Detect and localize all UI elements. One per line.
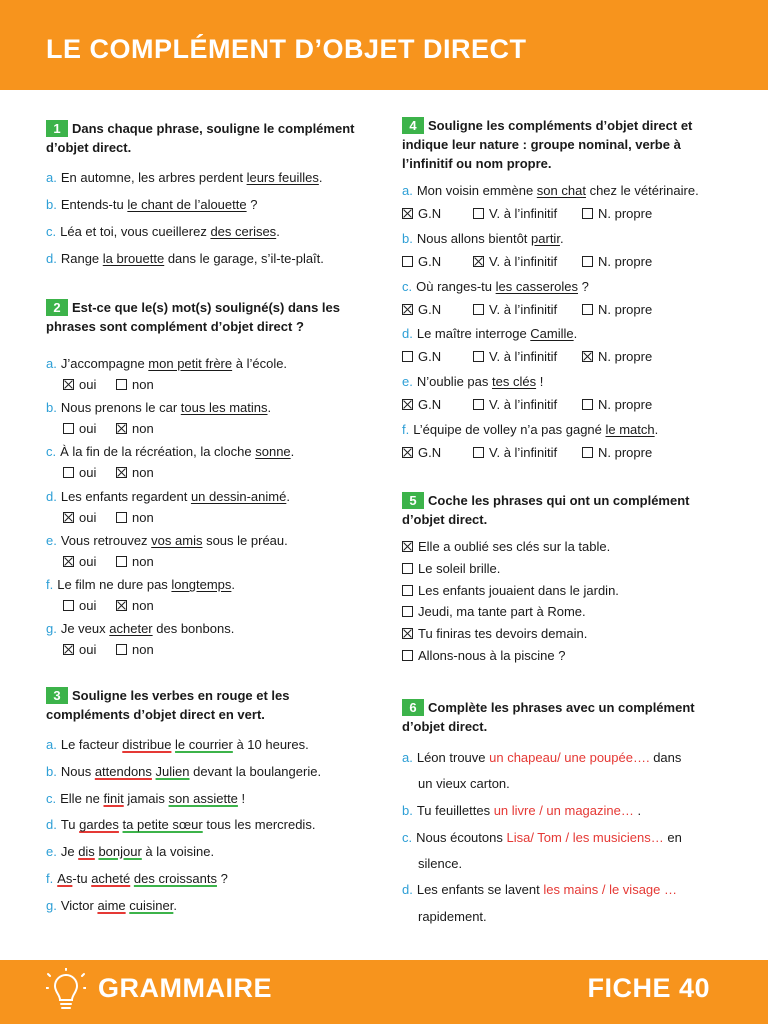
checkbox[interactable] xyxy=(473,208,484,219)
checkbox[interactable] xyxy=(582,304,593,315)
option-oui[interactable] xyxy=(63,597,96,615)
checklist-item[interactable] xyxy=(402,603,586,621)
sentence-text: . xyxy=(267,400,272,416)
sentence-text: J’accompagne xyxy=(60,356,149,371)
sentence xyxy=(46,196,257,214)
underlined-text: aime xyxy=(97,897,126,913)
underlined-text: longtemps xyxy=(171,577,232,592)
checkbox[interactable] xyxy=(582,351,593,362)
option-label: N. propre xyxy=(598,349,653,365)
underlined-text: des cerises xyxy=(210,224,277,239)
option-label: oui xyxy=(79,465,97,481)
option-label: V. à l’infinitif xyxy=(489,397,558,413)
sentence-text: Le maître interroge xyxy=(416,326,531,342)
sentence-text: . xyxy=(633,803,642,818)
sentence-text: Léon trouve xyxy=(416,750,490,765)
option-label: Tu finiras tes devoirs demain. xyxy=(418,626,588,642)
option-label: N. propre xyxy=(598,206,653,221)
option-label: G.N xyxy=(418,349,442,365)
exercise-title xyxy=(46,686,316,724)
sentence-text: un vieux carton. xyxy=(418,776,510,791)
item-letter: c. xyxy=(402,278,413,294)
sentence-text: Nous prenons le car xyxy=(60,400,181,416)
option-label: V. à l’infinitif xyxy=(489,301,558,317)
option-label: G.N xyxy=(418,397,442,413)
option-non[interactable] xyxy=(116,464,154,482)
sentence-text: chez le vétérinaire. xyxy=(585,183,699,198)
checkbox[interactable] xyxy=(402,304,413,315)
option-nature[interactable] xyxy=(402,396,441,414)
footer-subject: GRAMMAIRE xyxy=(98,973,272,1003)
option-label: V. à l’infinitif xyxy=(489,253,558,269)
underlined-text: acheter xyxy=(109,621,153,637)
sentence-text: À la fin de la récréation, la cloche xyxy=(60,444,256,460)
sentence xyxy=(46,488,290,506)
checkbox[interactable] xyxy=(116,512,127,523)
underlined-text: bonjour xyxy=(98,844,142,860)
underlined-text: dis xyxy=(78,844,95,860)
sentence-text: Tu xyxy=(60,817,80,833)
option-nature[interactable] xyxy=(582,205,652,223)
item-letter: b. xyxy=(402,803,413,818)
option-nature[interactable] xyxy=(402,301,441,319)
sentence xyxy=(46,620,234,638)
sentence-text: ? xyxy=(246,197,258,212)
underlined-text: le chant de l’alouette xyxy=(127,197,247,212)
exercise-title xyxy=(402,116,707,173)
sentence xyxy=(402,325,577,343)
page-header xyxy=(0,0,768,90)
underlined-text: leurs feuilles xyxy=(246,170,319,185)
checkbox[interactable] xyxy=(63,556,74,567)
sentence-text: ! xyxy=(536,374,544,390)
sentence xyxy=(46,790,245,808)
item-letter: d. xyxy=(46,488,57,504)
checkbox[interactable] xyxy=(582,208,593,219)
sentence-text: Je veux xyxy=(60,621,110,637)
item-letter: g. xyxy=(46,621,57,637)
sentence xyxy=(402,278,589,296)
option-label: Allons-nous à la piscine ? xyxy=(418,648,566,663)
underlined-text: tes clés xyxy=(492,374,537,390)
sentence xyxy=(402,230,564,248)
option-label: V. à l’infinitif xyxy=(489,349,558,365)
sentence-text: Victor xyxy=(60,897,98,913)
sentence-text: N’oublie pas xyxy=(416,374,492,390)
answer-text: les mains / le visage … xyxy=(543,882,677,897)
underlined-text: la brouette xyxy=(102,251,165,266)
checkbox[interactable] xyxy=(116,379,127,390)
option-label: non xyxy=(132,553,154,569)
sentence-text: des bonbons. xyxy=(152,621,235,637)
page-title: LE COMPLÉMENT D’OBJET DIRECT xyxy=(46,34,527,64)
sentence xyxy=(46,870,228,888)
sentence-text: Nous xyxy=(60,763,95,779)
checkbox[interactable] xyxy=(402,351,413,362)
sentence xyxy=(46,897,177,915)
item-letter: f. xyxy=(46,871,54,886)
option-label: non xyxy=(132,509,154,525)
exercise-title xyxy=(402,491,707,529)
item-letter: a. xyxy=(46,737,57,752)
option-label: oui xyxy=(79,377,97,392)
checkbox[interactable] xyxy=(63,512,74,523)
checkbox[interactable] xyxy=(116,644,127,655)
sentence xyxy=(46,250,324,268)
option-nature[interactable] xyxy=(402,444,441,462)
sentence-text: Les enfants regardent xyxy=(60,488,191,504)
underlined-text: partir xyxy=(531,230,560,246)
sentence xyxy=(402,829,682,847)
item-letter: e. xyxy=(46,844,57,860)
lightbulb-icon xyxy=(46,968,86,1016)
underlined-text: attendons xyxy=(94,763,152,779)
sentence-text: . xyxy=(173,897,177,913)
sentence-text: . xyxy=(290,444,295,460)
checkbox[interactable] xyxy=(582,447,593,458)
sentence-text: tous les mercredis. xyxy=(202,817,316,833)
answer-text: Lisa/ Tom / les musiciens… xyxy=(506,830,664,845)
underlined-text: As xyxy=(57,871,73,886)
option-label: G.N xyxy=(418,301,442,317)
sentence-text: . xyxy=(573,326,578,342)
item-letter: a. xyxy=(402,183,413,198)
item-letter: e. xyxy=(402,374,413,390)
option-nature[interactable] xyxy=(582,396,652,414)
checkbox[interactable] xyxy=(116,423,127,434)
underlined-text: un dessin-animé xyxy=(190,488,287,504)
option-label: N. propre xyxy=(598,397,653,413)
checkbox[interactable] xyxy=(63,423,74,434)
option-label: N. propre xyxy=(598,301,653,317)
sentence xyxy=(418,775,510,793)
option-nature[interactable] xyxy=(402,205,441,223)
sentence-text: En automne, les arbres perdent xyxy=(60,170,247,185)
option-label: G.N xyxy=(418,445,442,460)
underlined-text: gardes xyxy=(79,817,119,833)
exercise-title xyxy=(46,298,351,336)
option-label: oui xyxy=(79,509,97,525)
answer-text: un chapeau/ une poupée…. xyxy=(489,750,650,765)
item-letter: c. xyxy=(46,790,57,806)
checkbox[interactable] xyxy=(473,256,484,267)
option-nature[interactable] xyxy=(473,205,557,223)
underlined-text: les casseroles xyxy=(495,278,578,294)
exercise-instruction: Est-ce que le(s) mot(s) souligné(s) dans les phrases sont complément d’objet direct ? xyxy=(46,300,340,334)
checkbox[interactable] xyxy=(402,628,413,639)
answer-text: un livre / un magazine… xyxy=(493,803,634,818)
sentence xyxy=(402,749,681,767)
sentence-text: Le film ne dure pas xyxy=(57,577,172,592)
exercise-number: 3 xyxy=(46,687,68,704)
sentence-text: -tu xyxy=(72,871,92,886)
sentence-text: ! xyxy=(237,790,246,806)
sentence xyxy=(402,373,543,391)
sentence xyxy=(46,736,309,754)
checklist-item[interactable] xyxy=(402,560,500,578)
checkbox[interactable] xyxy=(402,399,413,410)
checkbox[interactable] xyxy=(402,585,413,596)
checkbox[interactable] xyxy=(116,467,127,478)
option-non[interactable] xyxy=(116,641,154,659)
option-label: non xyxy=(132,421,154,437)
sentence xyxy=(46,532,288,550)
checkbox[interactable] xyxy=(63,379,74,390)
sentence-text: L’équipe de volley n’a pas gagné xyxy=(413,422,606,437)
sentence-text: Tu feuillettes xyxy=(416,803,494,818)
option-nature[interactable] xyxy=(473,301,557,319)
option-nature[interactable] xyxy=(582,301,652,319)
underlined-text: cuisiner xyxy=(129,897,174,913)
underlined-text: Julien xyxy=(155,763,190,779)
item-letter: d. xyxy=(402,326,413,342)
underlined-text: ta petite sœur xyxy=(122,817,203,833)
checkbox[interactable] xyxy=(473,399,484,410)
checkbox[interactable] xyxy=(582,256,593,267)
option-non[interactable] xyxy=(116,553,154,571)
checkbox[interactable] xyxy=(402,650,413,661)
sentence-text: Mon voisin emmène xyxy=(416,183,537,198)
option-label: non xyxy=(132,642,154,658)
option-label: G.N xyxy=(418,253,442,269)
option-nature[interactable] xyxy=(473,396,557,414)
option-oui[interactable] xyxy=(63,464,96,482)
option-label: V. à l’infinitif xyxy=(489,445,558,460)
option-label: Le soleil brille. xyxy=(418,560,501,576)
option-label: Elle a oublié ses clés sur la table. xyxy=(418,539,611,554)
sentence xyxy=(46,763,321,781)
underlined-text: le courrier xyxy=(175,737,233,752)
option-label: Jeudi, ma tante part à Rome. xyxy=(418,604,586,620)
exercise-2 xyxy=(46,298,366,658)
underlined-text: son assiette xyxy=(168,790,238,806)
sentence-text: en xyxy=(663,830,682,845)
sentence-text: Où ranges-tu xyxy=(416,278,496,294)
exercise-number: 2 xyxy=(46,299,68,316)
exercise-instruction: Dans chaque phrase, souligne le complément d’objet direct. xyxy=(46,121,355,155)
option-nature[interactable] xyxy=(582,444,652,462)
sentence-text: à l’école. xyxy=(232,356,288,371)
option-label: V. à l’infinitif xyxy=(489,206,558,221)
checkbox[interactable] xyxy=(63,467,74,478)
sentence-text: Vous retrouvez xyxy=(60,532,152,548)
option-non[interactable] xyxy=(116,376,154,394)
sentence xyxy=(418,855,462,873)
sentence-text: dans xyxy=(649,750,682,765)
option-label: non xyxy=(132,377,154,392)
option-label: oui xyxy=(79,553,97,569)
checkbox[interactable] xyxy=(402,447,413,458)
underlined-text: tous les matins xyxy=(180,400,268,416)
option-label: N. propre xyxy=(598,445,653,460)
sentence xyxy=(402,182,699,200)
item-letter: c. xyxy=(402,830,413,845)
sentence-text: Les enfants se lavent xyxy=(416,882,544,897)
checkbox[interactable] xyxy=(402,208,413,219)
sentence xyxy=(46,576,235,594)
sentence-text: sous le préau. xyxy=(202,532,288,548)
item-letter: c. xyxy=(46,444,57,460)
sentence xyxy=(46,816,315,834)
item-letter: e. xyxy=(46,532,57,548)
option-label: oui xyxy=(79,642,97,658)
option-nature[interactable] xyxy=(473,348,557,366)
checkbox[interactable] xyxy=(473,447,484,458)
exercise-title xyxy=(402,698,712,736)
underlined-text: distribue xyxy=(122,737,172,752)
sentence-text: à la voisine. xyxy=(141,844,215,860)
item-letter: b. xyxy=(46,763,57,779)
exercise-4 xyxy=(402,116,732,460)
exercise-number: 1 xyxy=(46,120,68,137)
item-letter: f. xyxy=(46,577,54,592)
sentence-text: dans le garage, s’il-te-plaît. xyxy=(164,251,324,266)
checklist-item[interactable] xyxy=(402,625,587,643)
checklist-item[interactable] xyxy=(402,582,619,600)
sentence-text: silence. xyxy=(418,856,463,871)
option-label: oui xyxy=(79,598,97,613)
underlined-text: finit xyxy=(103,790,124,806)
underlined-text: le match xyxy=(605,422,655,437)
checkbox[interactable] xyxy=(402,563,413,574)
sentence-text: Léa et toi, vous cueillerez xyxy=(60,224,211,239)
exercise-number: 5 xyxy=(402,492,424,509)
sentence-text: Entends-tu xyxy=(60,197,128,212)
sentence xyxy=(402,421,658,439)
checklist-item[interactable] xyxy=(402,538,610,556)
sentence-text: . xyxy=(276,224,280,239)
checkbox[interactable] xyxy=(116,600,127,611)
item-letter: f. xyxy=(402,422,410,437)
option-label: non xyxy=(132,465,154,481)
option-oui[interactable] xyxy=(63,641,96,659)
sentence xyxy=(46,355,287,373)
item-letter: d. xyxy=(46,817,57,833)
sentence-text: ? xyxy=(216,871,228,886)
item-letter: d. xyxy=(402,882,413,897)
option-nature[interactable] xyxy=(402,253,441,271)
option-nature[interactable] xyxy=(473,444,557,462)
item-letter: d. xyxy=(46,251,57,266)
underlined-text: des croissants xyxy=(133,871,217,886)
sentence-text: . xyxy=(318,170,323,185)
option-nature[interactable] xyxy=(582,253,652,271)
sentence-text: rapidement. xyxy=(418,909,487,924)
sentence xyxy=(46,443,294,461)
option-oui[interactable] xyxy=(63,376,96,394)
sentence-text: Le facteur xyxy=(60,737,123,752)
exercise-instruction: Complète les phrases avec un complément d’objet direct. xyxy=(402,700,695,734)
option-non[interactable] xyxy=(116,420,154,438)
sentence-text: . xyxy=(559,230,564,246)
underlined-text: son chat xyxy=(536,183,586,198)
sentence xyxy=(418,908,487,926)
item-letter: b. xyxy=(46,400,57,416)
option-oui[interactable] xyxy=(63,553,96,571)
item-letter: c. xyxy=(46,224,57,239)
sentence-text: . xyxy=(286,488,290,504)
exercise-instruction: Souligne les compléments d’objet direct et indique leur nature : groupe nominal, verbe à l’infinitif ou nom propre. xyxy=(402,118,693,171)
sentence-text: jamais xyxy=(123,790,169,806)
checkbox[interactable] xyxy=(473,304,484,315)
sentence-text: Nous écoutons xyxy=(416,830,507,845)
sentence xyxy=(46,399,271,417)
exercise-number: 6 xyxy=(402,699,424,716)
underlined-text: acheté xyxy=(91,871,131,886)
option-label: non xyxy=(132,598,154,613)
item-letter: b. xyxy=(402,230,413,246)
option-label: Les enfants jouaient dans le jardin. xyxy=(418,582,619,598)
page-footer xyxy=(0,960,768,1024)
exercise-5 xyxy=(402,491,732,663)
underlined-text: vos amis xyxy=(151,532,203,548)
sentence-text: devant la boulangerie. xyxy=(189,763,322,779)
sentence-text: . xyxy=(231,577,236,592)
exercise-3 xyxy=(46,686,366,913)
sentence-text: ? xyxy=(578,278,589,294)
exercise-title xyxy=(46,119,366,157)
item-letter: a. xyxy=(46,356,57,371)
option-non[interactable] xyxy=(116,597,154,615)
option-non[interactable] xyxy=(116,509,154,527)
sentence xyxy=(402,881,677,899)
exercise-1 xyxy=(46,119,366,266)
option-label: N. propre xyxy=(598,253,653,269)
sentence-text: Range xyxy=(60,251,103,266)
sentence-text: Nous allons bientôt xyxy=(416,230,532,246)
checkbox[interactable] xyxy=(63,600,74,611)
checkbox[interactable] xyxy=(402,541,413,552)
footer-sheet-number: FICHE 40 xyxy=(587,973,710,1003)
checkbox[interactable] xyxy=(402,256,413,267)
option-label: oui xyxy=(79,421,97,437)
option-nature[interactable] xyxy=(582,348,652,366)
sentence-text: Elle ne xyxy=(60,790,104,806)
option-nature[interactable] xyxy=(473,253,557,271)
underlined-text: sonne xyxy=(255,444,291,460)
checkbox[interactable] xyxy=(116,556,127,567)
checkbox[interactable] xyxy=(473,351,484,362)
sentence xyxy=(46,169,322,187)
sentence-text: . xyxy=(654,422,659,437)
item-letter: a. xyxy=(402,750,413,765)
option-oui[interactable] xyxy=(63,509,96,527)
sentence xyxy=(46,843,214,861)
checklist-item[interactable] xyxy=(402,647,565,665)
exercise-instruction: Coche les phrases qui ont un complément d’objet direct. xyxy=(402,493,690,527)
item-letter: b. xyxy=(46,197,57,212)
item-letter: g. xyxy=(46,897,57,913)
sentence xyxy=(402,802,641,820)
exercise-instruction: Souligne les verbes en rouge et les compléments d’objet direct en vert. xyxy=(46,688,290,722)
option-nature[interactable] xyxy=(402,348,441,366)
sentence xyxy=(46,223,280,241)
sentence-text: à 10 heures. xyxy=(232,737,309,752)
exercise-number: 4 xyxy=(402,117,424,134)
option-label: G.N xyxy=(418,206,442,221)
checkbox[interactable] xyxy=(582,399,593,410)
option-oui[interactable] xyxy=(63,420,96,438)
item-letter: a. xyxy=(46,170,57,185)
exercise-6 xyxy=(402,698,732,924)
underlined-text: Camille xyxy=(530,326,574,342)
underlined-text: mon petit frère xyxy=(148,356,233,371)
checkbox[interactable] xyxy=(402,606,413,617)
sentence-text: Je xyxy=(60,844,79,860)
checkbox[interactable] xyxy=(63,644,74,655)
